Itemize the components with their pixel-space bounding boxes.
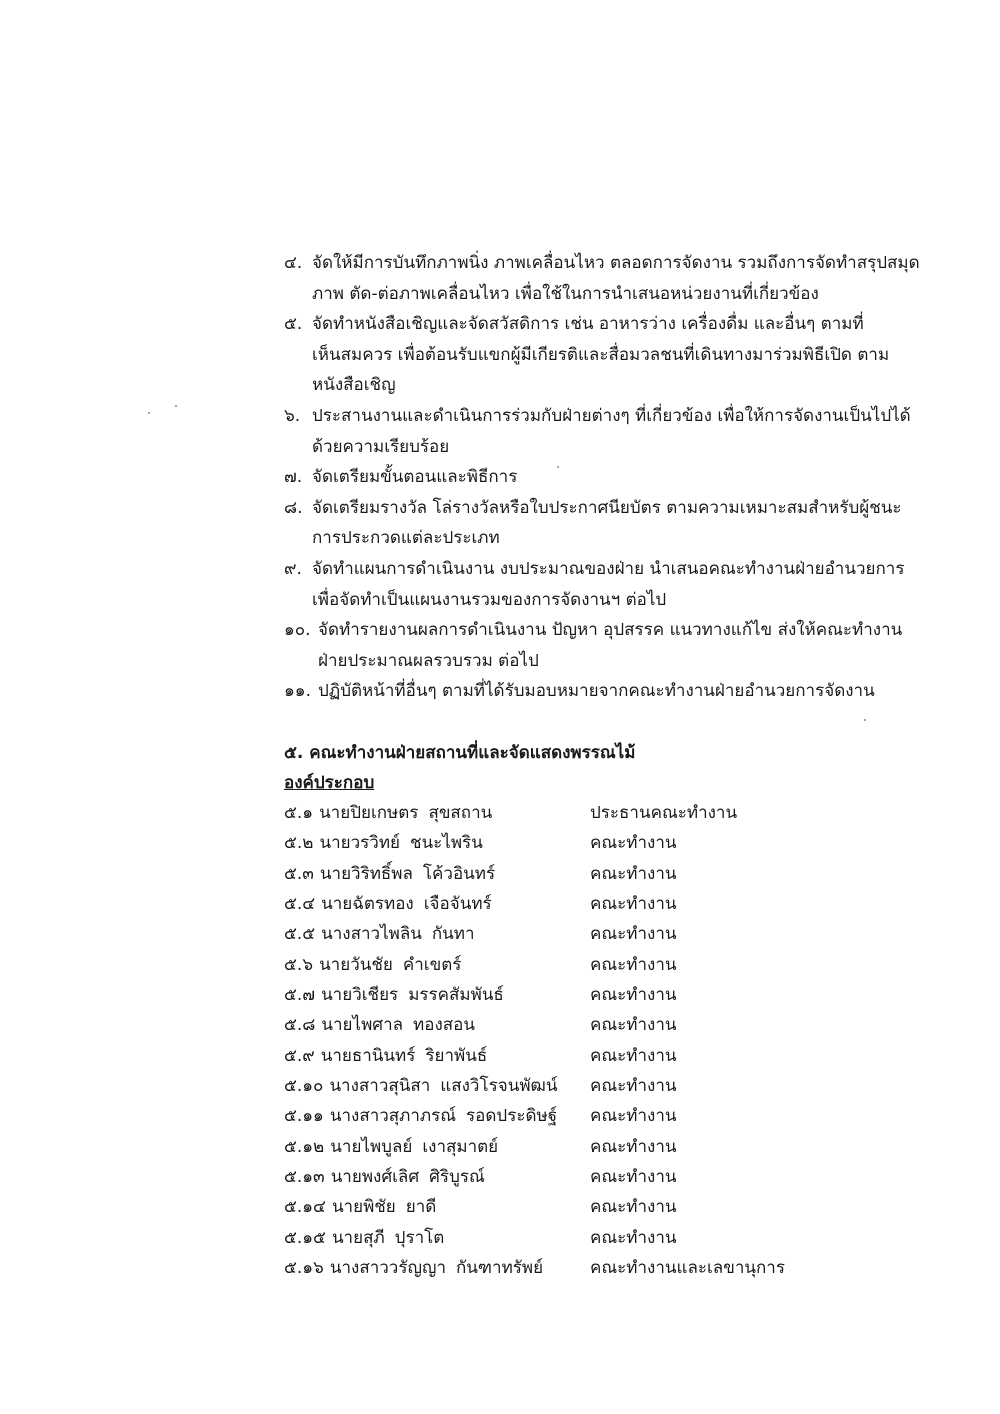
member-last-name: แสงวิโรจนพัฒน์: [440, 1076, 558, 1097]
member-last-name: คำเขตร์: [402, 954, 462, 975]
member-role: คณะทำงาน: [590, 985, 677, 1006]
duty-number: ๗.: [284, 467, 303, 488]
scan-speck: [148, 412, 150, 414]
duty-text: จัดทำรายงานผลการดำเนินงาน ปัญหา อุปสรรค แนวทางแก้ไข ส่งให้คณะทำงาน ฝ่ายประมาณผลรวบรวม ต่อไป: [318, 620, 903, 671]
duty-item: [284, 248, 924, 309]
duty-item: [284, 462, 924, 493]
scan-speck: [175, 405, 177, 407]
member-last-name: กันฑาทรัพย์: [456, 1258, 544, 1279]
member-role: คณะทำงาน: [590, 833, 677, 854]
duty-number: ๙.: [284, 558, 302, 579]
member-role: คณะทำงาน: [590, 1106, 677, 1127]
member-name-cell: [284, 919, 590, 949]
member-row: [284, 1071, 804, 1101]
member-name-cell: [284, 859, 590, 889]
member-name-cell: [284, 950, 590, 980]
composition-heading: องค์ประกอบ: [284, 773, 375, 793]
member-role: คณะทำงานและเลขานุการ: [590, 1258, 785, 1279]
member-name-cell: [284, 1132, 590, 1162]
duty-text: จัดให้มีการบันทึกภาพนิ่ง ภาพเคลื่อนไหว ตลอดการจัดงาน รวมถึงการจัดทำสรุปสมุด ภาพ ตัด-ต่อภาพเคลื่อนไหว เพื่อใช้ในการนำเสนอหน่วยงานที่เกี่ยวข้อง: [312, 253, 920, 304]
member-role: คณะทำงาน: [590, 1015, 677, 1036]
member-last-name: มรรคสัมพันธ์: [408, 985, 504, 1006]
duty-item: [284, 493, 924, 554]
member-name-cell: [284, 980, 590, 1010]
duty-number: ๕.: [284, 314, 303, 335]
member-number: ๕.๘: [284, 1015, 316, 1036]
member-last-name: เจือจันทร์: [423, 894, 492, 915]
member-number: ๕.๒: [284, 833, 314, 854]
member-role: คณะทำงาน: [590, 954, 677, 975]
member-list: [284, 798, 804, 1284]
duty-text: ประสานงานและดำเนินการร่วมกับฝ่ายต่างๆ ที่เกี่ยวข้อง เพื่อให้การจัดงานเป็นไปได้ ด้วยความเรียบร้อย: [312, 405, 911, 457]
member-number: ๕.๙: [284, 1045, 315, 1066]
member-role: คณะทำงาน: [590, 894, 677, 915]
member-first-name: นายพงศ์เลิศ: [330, 1167, 420, 1188]
member-first-name: นายวิริทธิ์พล: [319, 863, 413, 884]
member-number: ๕.๔: [284, 894, 316, 915]
member-name-cell: [284, 1223, 590, 1253]
duty-item: [284, 676, 924, 707]
member-last-name: ปุราโต: [394, 1227, 445, 1248]
member-first-name: นางสาวสุนิสา: [329, 1076, 431, 1097]
member-first-name: นายสุภี: [331, 1227, 385, 1248]
member-name-cell: [284, 1162, 590, 1192]
member-first-name: นายไพศาล: [321, 1015, 404, 1036]
member-role: คณะทำงาน: [590, 1227, 677, 1248]
member-number: ๕.๑๒: [284, 1136, 325, 1157]
member-first-name: นายวันชัย: [319, 954, 393, 975]
member-role: คณะทำงาน: [590, 1167, 677, 1188]
member-last-name: ทองสอน: [413, 1015, 475, 1036]
member-name-cell: [284, 1071, 590, 1101]
duty-text: จัดเตรียมรางวัล โล่รางวัลหรือใบประกาศนียบัตร ตามความเหมาะสมสำหรับผู้ชนะ การประกวดแต่ละประเภท: [312, 497, 902, 549]
duty-item: [284, 554, 924, 615]
scan-speck: [864, 719, 866, 721]
duty-number: ๑๐.: [284, 620, 311, 641]
member-number: ๕.๑๓: [284, 1167, 325, 1188]
duty-number: ๖.: [284, 405, 301, 426]
member-row: [284, 1132, 804, 1162]
scan-speck: [557, 466, 559, 468]
member-name-cell: [284, 1192, 590, 1222]
member-row: [284, 798, 804, 828]
member-last-name: กันทา: [431, 924, 475, 945]
duty-number: ๔.: [284, 253, 303, 273]
member-number: ๕.๑: [284, 803, 314, 823]
duty-text: จัดเตรียมขั้นตอนและพิธีการ: [312, 467, 518, 488]
member-last-name: โค้วอินทร์: [422, 863, 496, 884]
member-name-cell: [284, 1041, 590, 1071]
member-role: ประธานคณะทำงาน: [590, 803, 738, 823]
member-row: [284, 919, 804, 949]
duty-list: [284, 248, 924, 707]
member-row: [284, 1253, 804, 1283]
duty-number: ๘.: [284, 497, 303, 518]
duty-text: ปฏิบัติหน้าที่อื่นๆ ตามที่ได้รับมอบหมายจากคณะทำงานฝ่ายอำนวยการจัดงาน: [318, 681, 875, 702]
member-name-cell: [284, 889, 590, 919]
duty-item: [284, 309, 924, 401]
member-first-name: นางสาวไพลิน: [321, 924, 422, 945]
member-first-name: นายปิยเกษตร: [319, 803, 419, 823]
member-row: [284, 1192, 804, 1222]
duty-number: ๑๑.: [284, 681, 311, 702]
duty-item: [284, 615, 924, 676]
member-row: [284, 1223, 804, 1253]
duty-text: จัดทำแผนการดำเนินงาน งบประมาณของฝ่าย นำเสนอคณะทำงานฝ่ายอำนวยการ เพื่อจัดทำเป็นแผนงานรวมของการจัดงานฯ ต่อไป: [312, 558, 905, 610]
member-row: [284, 828, 804, 858]
member-number: ๕.๑๖: [284, 1258, 324, 1279]
member-last-name: เงาสุมาตย์: [422, 1136, 499, 1157]
member-role: คณะทำงาน: [590, 924, 677, 945]
member-name-cell: [284, 1253, 590, 1283]
member-first-name: นายฉัตรทอง: [321, 894, 414, 915]
member-number: ๕.๑๔: [284, 1197, 326, 1218]
member-first-name: นายวรวิทย์: [319, 833, 401, 854]
member-first-name: นายวิเชียร: [321, 985, 399, 1006]
member-row: [284, 950, 804, 980]
member-first-name: นางสาวสุภาภรณ์: [329, 1106, 457, 1127]
member-last-name: ชนะไพริน: [410, 833, 483, 854]
member-row: [284, 1162, 804, 1192]
member-last-name: สุขสถาน: [428, 803, 493, 823]
member-name-cell: [284, 828, 590, 858]
member-row: [284, 889, 804, 919]
member-last-name: ยาดี: [405, 1197, 437, 1218]
member-last-name: รอดประดิษฐ์: [466, 1106, 558, 1127]
member-first-name: นายธานินทร์: [320, 1045, 416, 1066]
member-name-cell: [284, 798, 590, 828]
duty-text: จัดทำหนังสือเชิญและจัดสวัสดิการ เช่น อาหารว่าง เครื่องดื่ม และอื่นๆ ตามที่ เห็นสมควร เพื่อต้อนรับแขกผู้มีเกียรติและสื่อมวลชนที่เดินทางมาร่วมพิธีเปิด ตาม หนังสือเชิญ: [312, 314, 890, 396]
member-role: คณะทำงาน: [590, 1197, 677, 1218]
member-number: ๕.๑๐: [284, 1076, 324, 1097]
member-row: [284, 1010, 804, 1040]
member-number: ๕.๗: [284, 985, 316, 1006]
member-number: ๕.๖: [284, 954, 314, 975]
member-row: [284, 1101, 804, 1131]
member-role: คณะทำงาน: [590, 1136, 677, 1157]
member-row: [284, 1041, 804, 1071]
member-first-name: นายไพบูลย์: [330, 1136, 413, 1157]
member-last-name: ริยาพันธ์: [425, 1045, 488, 1066]
member-row: [284, 980, 804, 1010]
section-title: ๕. คณะทำงานฝ่ายสถานที่และจัดแสดงพรรณไม้: [284, 743, 636, 763]
member-number: ๕.๕: [284, 924, 316, 945]
member-role: คณะทำงาน: [590, 1045, 677, 1066]
member-last-name: ศิริบูรณ์: [429, 1167, 485, 1188]
member-role: คณะทำงาน: [590, 863, 677, 884]
member-name-cell: [284, 1010, 590, 1040]
member-role: คณะทำงาน: [590, 1076, 677, 1097]
member-number: ๕.๓: [284, 863, 314, 884]
duty-item: [284, 401, 924, 462]
member-row: [284, 859, 804, 889]
member-first-name: นางสาววรัญญา: [329, 1258, 446, 1279]
member-number: ๕.๑๑: [284, 1106, 324, 1127]
member-first-name: นายพิชัย: [331, 1197, 396, 1218]
member-name-cell: [284, 1101, 590, 1131]
member-number: ๕.๑๕: [284, 1227, 326, 1248]
